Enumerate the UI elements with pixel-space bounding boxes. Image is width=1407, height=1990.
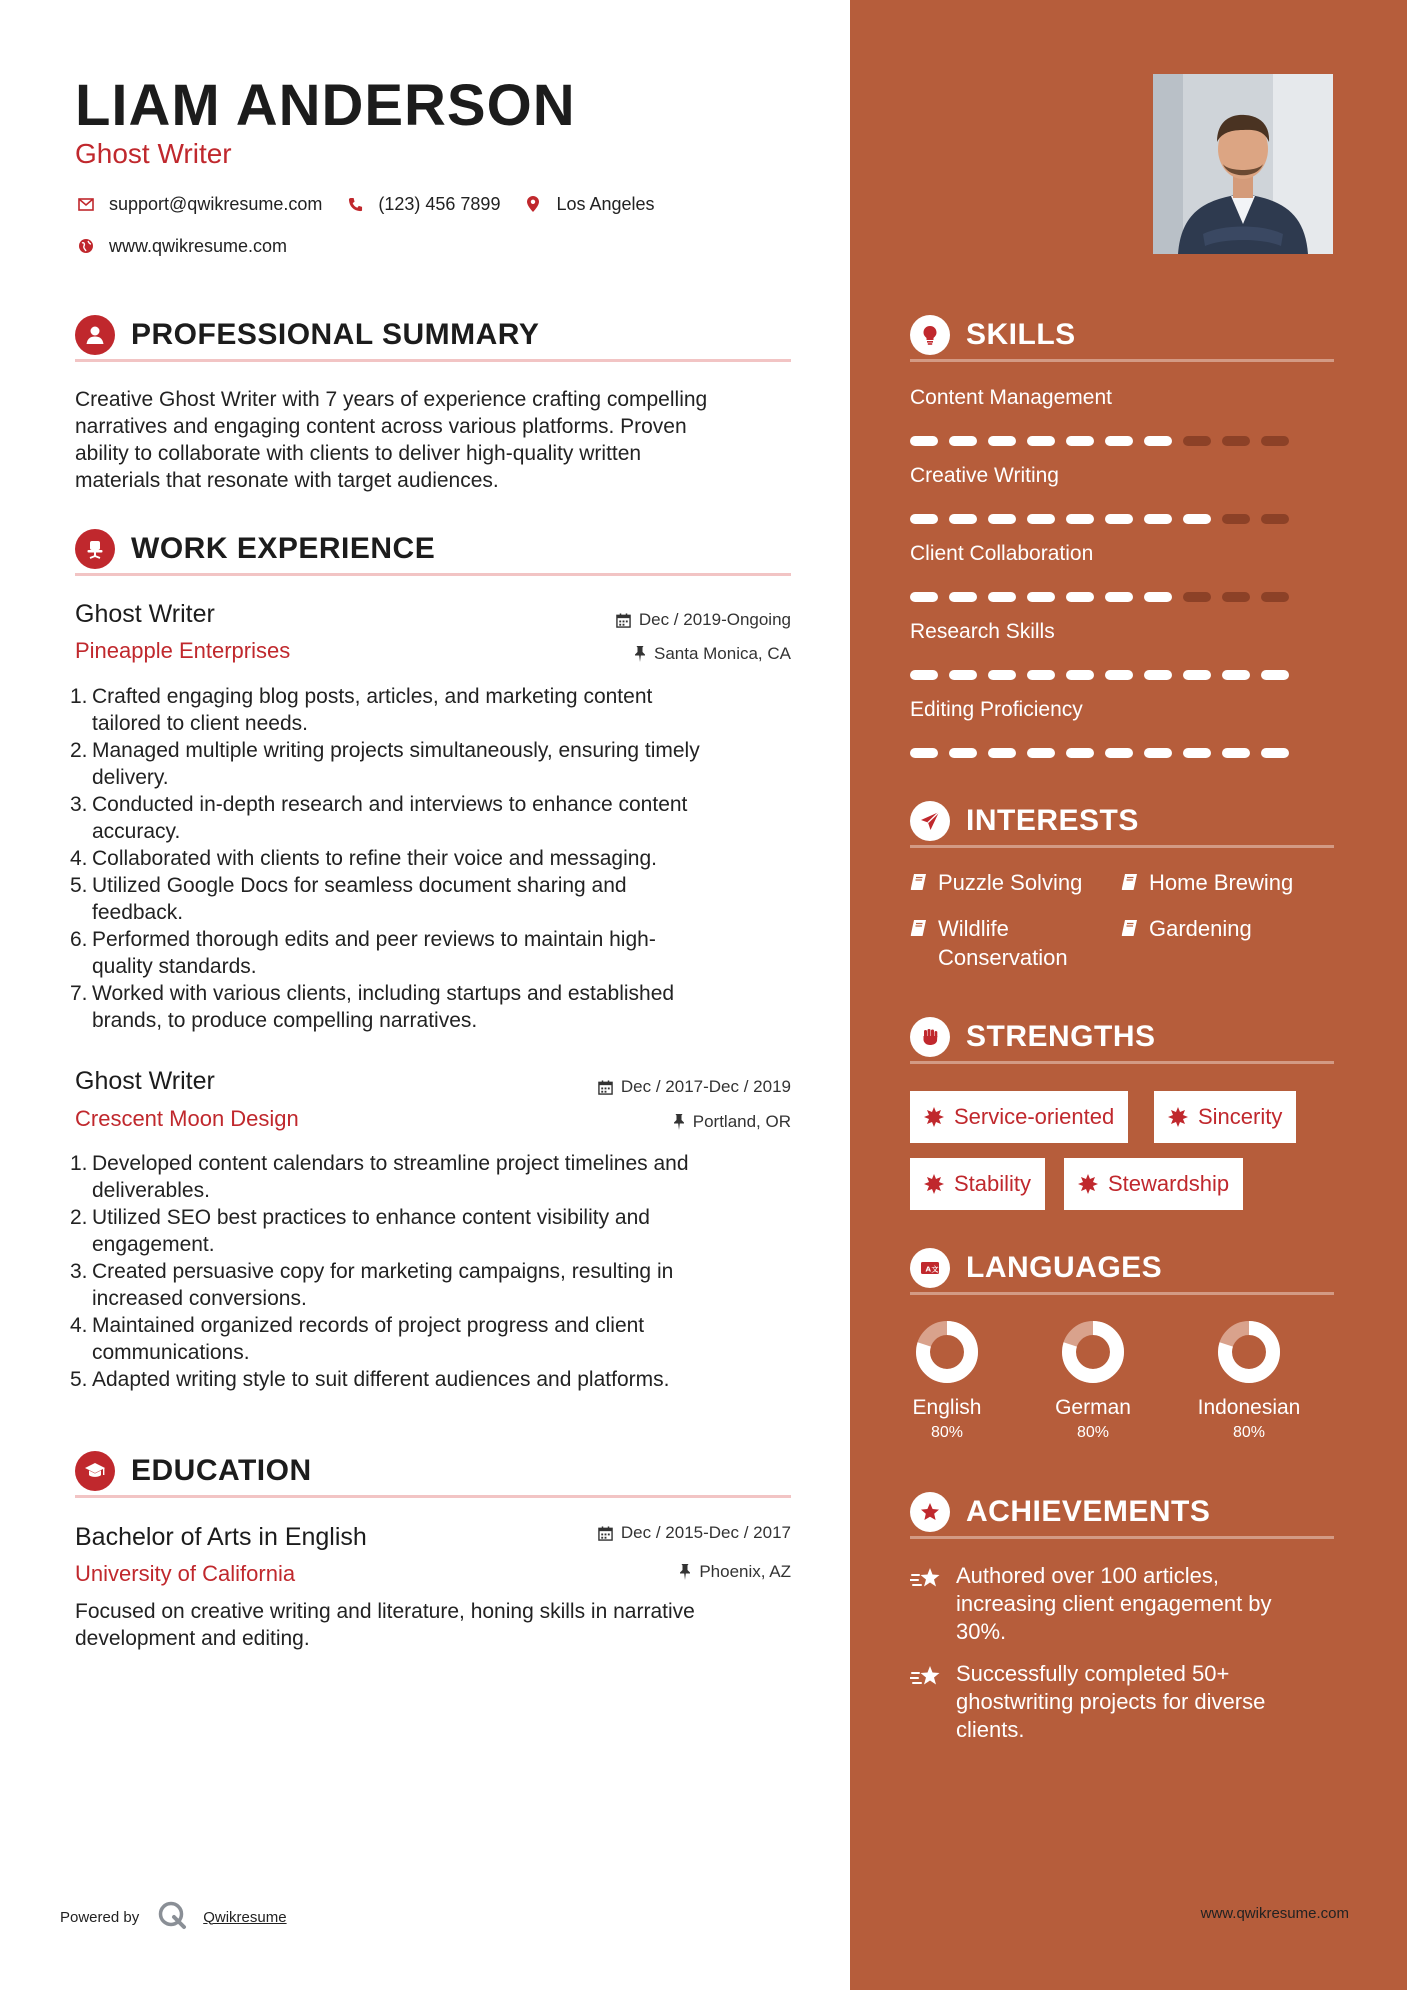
skill-rating-segment bbox=[1261, 670, 1289, 680]
duty-line: delivery. bbox=[92, 766, 169, 789]
interest-label: Conservation bbox=[938, 945, 1068, 970]
location-text: Los Angeles bbox=[556, 193, 655, 214]
skill-rating-segment bbox=[910, 514, 938, 524]
duty-line: Adapted writing style to suit different audiences and platforms. bbox=[92, 1368, 670, 1391]
strengths-heading-text: STRENGTHS bbox=[966, 1019, 1156, 1053]
skill-rating-segment bbox=[1144, 436, 1172, 446]
globe-icon bbox=[75, 235, 97, 257]
strength-badge bbox=[1064, 1158, 1243, 1210]
skill-rating-segment bbox=[1027, 514, 1055, 524]
lightbulb-icon bbox=[910, 315, 950, 355]
language-donut bbox=[1060, 1319, 1126, 1385]
duty-number: 4. bbox=[70, 847, 88, 870]
duty-item bbox=[70, 1258, 790, 1312]
duty-line: Managed multiple writing projects simultaneously, ensuring timely bbox=[92, 739, 700, 762]
language-percent: 80% bbox=[930, 1424, 964, 1441]
job-2-duties bbox=[70, 1150, 790, 1393]
phone-icon bbox=[344, 193, 366, 215]
skills-heading bbox=[910, 310, 1334, 362]
skills-heading-text: SKILLS bbox=[966, 317, 1076, 351]
skill-name: Content Management bbox=[910, 386, 1112, 409]
job-2-company: Crescent Moon Design bbox=[75, 1106, 299, 1131]
interest-item bbox=[1121, 868, 1293, 897]
duty-number: 1. bbox=[70, 685, 88, 708]
duty-line: communications. bbox=[92, 1341, 250, 1364]
education-location-text: Phoenix, AZ bbox=[699, 1562, 791, 1581]
job-1-location-text: Santa Monica, CA bbox=[653, 644, 791, 663]
strength-badge bbox=[910, 1091, 1128, 1143]
burst-icon bbox=[1078, 1174, 1098, 1194]
skill-rating-segment bbox=[949, 670, 977, 680]
job-2-title: Ghost Writer bbox=[75, 1067, 215, 1095]
education-line: Focused on creative writing and literature, honing skills in narrative bbox=[75, 1600, 695, 1623]
skill-rating-segment bbox=[1261, 748, 1289, 758]
profile-photo bbox=[1153, 74, 1333, 254]
duty-item bbox=[70, 1312, 790, 1366]
burst-icon bbox=[924, 1174, 944, 1194]
strength-badge bbox=[1154, 1091, 1296, 1143]
map-pin-icon bbox=[522, 193, 544, 215]
interest-label: Gardening bbox=[1149, 916, 1252, 941]
education-line: development and editing. bbox=[75, 1627, 310, 1650]
school-name: University of California bbox=[75, 1561, 296, 1586]
achievement-line: clients. bbox=[956, 1717, 1025, 1742]
achievement-item bbox=[910, 1562, 1330, 1646]
summary-line: narratives and engaging content across various platforms. Proven bbox=[75, 415, 687, 438]
shooting-star-icon bbox=[910, 1664, 942, 1690]
calendar-icon bbox=[598, 1080, 613, 1095]
paper-plane-icon bbox=[910, 801, 950, 841]
language-item bbox=[887, 1319, 1007, 1442]
book-icon bbox=[910, 919, 928, 937]
duty-item bbox=[70, 872, 790, 926]
duty-number: 3. bbox=[70, 793, 88, 816]
skill-rating-segment bbox=[1066, 670, 1094, 680]
education-heading bbox=[75, 1446, 791, 1498]
interest-item bbox=[1121, 914, 1252, 943]
summary-line: Creative Ghost Writer with 7 years of experience crafting compelling bbox=[75, 388, 708, 411]
job-2-date-text: Dec / 2017-Dec / 2019 bbox=[620, 1077, 791, 1096]
language-item bbox=[1189, 1319, 1309, 1442]
interest-label: Wildlife bbox=[938, 916, 1009, 941]
skill-rating-segment bbox=[988, 436, 1016, 446]
language-item bbox=[1033, 1319, 1153, 1442]
contact-row bbox=[75, 193, 677, 215]
book-icon bbox=[1121, 919, 1139, 937]
summary-heading bbox=[75, 310, 791, 362]
duty-number: 2. bbox=[70, 1206, 88, 1229]
strength-badge bbox=[910, 1158, 1045, 1210]
skill-rating bbox=[910, 436, 1300, 446]
burst-icon bbox=[1168, 1107, 1188, 1127]
degree-title: Bachelor of Arts in English bbox=[75, 1523, 367, 1551]
job-1-title: Ghost Writer bbox=[75, 600, 215, 628]
language-donut bbox=[914, 1319, 980, 1385]
achievements-heading bbox=[910, 1487, 1334, 1539]
achievement-line: ghostwriting projects for diverse bbox=[956, 1689, 1266, 1714]
qwikresume-link[interactable]: Qwikresume bbox=[203, 1908, 287, 1926]
summary-heading-text: PROFESSIONAL SUMMARY bbox=[131, 317, 540, 351]
achievement-line: Authored over 100 articles, bbox=[956, 1563, 1219, 1588]
duty-line: Created persuasive copy for marketing campaigns, resulting in bbox=[92, 1260, 674, 1283]
languages-heading bbox=[910, 1243, 1334, 1295]
duty-line: increased conversions. bbox=[92, 1287, 307, 1310]
duty-line: deliverables. bbox=[92, 1179, 210, 1202]
skill-rating-segment bbox=[1105, 670, 1133, 680]
svg-text:A: A bbox=[925, 1265, 931, 1273]
strength-label: Service-oriented bbox=[954, 1104, 1115, 1129]
skill-rating-segment bbox=[949, 514, 977, 524]
duty-line: engagement. bbox=[92, 1233, 215, 1256]
education-date bbox=[598, 1523, 791, 1543]
book-icon bbox=[1121, 873, 1139, 891]
skill-rating-segment bbox=[1183, 748, 1211, 758]
calendar-icon bbox=[616, 613, 631, 628]
skill-rating-segment bbox=[1144, 670, 1172, 680]
skill-rating-segment bbox=[988, 670, 1016, 680]
language-name: Indonesian bbox=[1197, 1396, 1301, 1419]
skill-rating-segment bbox=[1105, 514, 1133, 524]
achievement-line: Successfully completed 50+ bbox=[956, 1661, 1230, 1686]
skill-rating-segment bbox=[949, 436, 977, 446]
graduation-cap-icon bbox=[75, 1451, 115, 1491]
book-icon bbox=[910, 873, 928, 891]
duty-number: 5. bbox=[70, 1368, 88, 1391]
duty-number: 7. bbox=[70, 982, 88, 1005]
duty-number: 2. bbox=[70, 739, 88, 762]
skill-rating-segment bbox=[1066, 592, 1094, 602]
job-1-location bbox=[634, 644, 791, 664]
qwikresume-logo-icon bbox=[157, 1900, 187, 1934]
skill-rating-segment bbox=[949, 748, 977, 758]
duty-line: Developed content calendars to streamline project timelines and bbox=[92, 1152, 689, 1175]
pushpin-icon bbox=[634, 646, 646, 662]
language-name: English bbox=[912, 1396, 982, 1419]
skill-name: Research Skills bbox=[910, 620, 1055, 643]
skill-rating-segment bbox=[1222, 670, 1250, 680]
candidate-title: Ghost Writer bbox=[75, 138, 232, 169]
phone-number: (123) 456 7899 bbox=[378, 193, 501, 214]
office-chair-icon bbox=[75, 529, 115, 569]
skill-rating-segment bbox=[910, 748, 938, 758]
language-percent: 80% bbox=[1232, 1424, 1266, 1441]
achievements-heading-text: ACHIEVEMENTS bbox=[966, 1494, 1211, 1528]
skill-name: Client Collaboration bbox=[910, 542, 1094, 565]
interest-label: Home Brewing bbox=[1149, 870, 1294, 895]
skill-rating-segment bbox=[1183, 436, 1211, 446]
interest-item bbox=[910, 868, 1082, 897]
duty-item bbox=[70, 737, 790, 791]
duty-line: Worked with various clients, including startups and established bbox=[92, 982, 675, 1005]
job-1-date bbox=[616, 610, 791, 630]
skill-rating-segment bbox=[1105, 592, 1133, 602]
skill-rating-segment bbox=[1261, 592, 1289, 602]
duty-item bbox=[70, 980, 790, 1034]
skill-rating-segment bbox=[1222, 436, 1250, 446]
footer-website[interactable]: www.qwikresume.com bbox=[1200, 1905, 1349, 1922]
fist-icon bbox=[910, 1017, 950, 1057]
duty-line: Utilized SEO best practices to enhance content visibility and bbox=[92, 1206, 650, 1229]
language-donut bbox=[1216, 1319, 1282, 1385]
duty-item bbox=[70, 926, 790, 980]
experience-heading-text: WORK EXPERIENCE bbox=[131, 531, 436, 565]
skill-rating-segment bbox=[1027, 670, 1055, 680]
skill-rating-segment bbox=[1222, 592, 1250, 602]
duty-item bbox=[70, 1366, 790, 1393]
duty-item bbox=[70, 845, 790, 872]
envelope-icon bbox=[75, 193, 97, 215]
skill-rating-segment bbox=[1066, 436, 1094, 446]
star-badge-icon bbox=[910, 1492, 950, 1532]
calendar-icon bbox=[598, 1526, 613, 1541]
duty-line: tailored to client needs. bbox=[92, 712, 308, 735]
svg-text:文: 文 bbox=[931, 1265, 939, 1273]
job-1-company: Pineapple Enterprises bbox=[75, 638, 291, 663]
duty-item bbox=[70, 1204, 790, 1258]
duty-number: 3. bbox=[70, 1260, 88, 1283]
powered-by bbox=[60, 1900, 287, 1934]
duty-number: 6. bbox=[70, 928, 88, 951]
duty-line: Conducted in-depth research and interviews to enhance content bbox=[92, 793, 688, 816]
candidate-name: LIAM ANDERSON bbox=[75, 73, 576, 138]
skill-rating-segment bbox=[1144, 592, 1172, 602]
summary-text bbox=[75, 386, 791, 494]
skill-rating bbox=[910, 748, 1300, 758]
job-2-date bbox=[598, 1077, 791, 1097]
interests-heading bbox=[910, 796, 1334, 848]
duty-number: 4. bbox=[70, 1314, 88, 1337]
duty-line: Collaborated with clients to refine their voice and messaging. bbox=[92, 847, 657, 870]
skill-rating bbox=[910, 670, 1300, 680]
duty-item bbox=[70, 683, 790, 737]
job-2-location bbox=[673, 1112, 791, 1132]
skill-name: Editing Proficiency bbox=[910, 698, 1083, 721]
translate-icon bbox=[910, 1248, 950, 1288]
pushpin-icon bbox=[673, 1114, 685, 1130]
skill-rating-segment bbox=[988, 592, 1016, 602]
duty-line: Performed thorough edits and peer reviews to maintain high- bbox=[92, 928, 656, 951]
skill-rating-segment bbox=[1261, 514, 1289, 524]
interests-heading-text: INTERESTS bbox=[966, 803, 1139, 837]
strengths-heading bbox=[910, 1012, 1334, 1064]
skill-rating-segment bbox=[1105, 748, 1133, 758]
duty-line: Utilized Google Docs for seamless document sharing and bbox=[92, 874, 627, 897]
job-2-location-text: Portland, OR bbox=[692, 1112, 791, 1131]
languages-heading-text: LANGUAGES bbox=[966, 1250, 1163, 1284]
education-description bbox=[75, 1598, 791, 1652]
summary-line: ability to collaborate with clients to deliver high-quality written bbox=[75, 442, 642, 465]
duty-line: Crafted engaging blog posts, articles, and marketing content bbox=[92, 685, 653, 708]
skill-rating-segment bbox=[1027, 436, 1055, 446]
skill-rating-segment bbox=[1183, 670, 1211, 680]
skill-rating-segment bbox=[1222, 748, 1250, 758]
skill-rating bbox=[910, 514, 1300, 524]
duty-item bbox=[70, 1150, 790, 1204]
duty-line: quality standards. bbox=[92, 955, 257, 978]
duty-line: brands, to produce compelling narratives. bbox=[92, 1009, 478, 1032]
achievement-line: 30%. bbox=[956, 1619, 1007, 1644]
interest-item bbox=[910, 914, 1068, 972]
skill-rating-segment bbox=[1027, 592, 1055, 602]
job-1-duties bbox=[70, 683, 790, 1034]
skill-rating-segment bbox=[949, 592, 977, 602]
summary-line: materials that resonate with target audiences. bbox=[75, 469, 499, 492]
skill-rating-segment bbox=[910, 592, 938, 602]
strength-label: Stewardship bbox=[1108, 1171, 1230, 1196]
skill-rating-segment bbox=[1144, 748, 1172, 758]
education-heading-text: EDUCATION bbox=[131, 1453, 312, 1487]
website-row bbox=[75, 235, 309, 257]
duty-number: 5. bbox=[70, 874, 88, 897]
email-link[interactable]: support@qwikresume.com bbox=[109, 193, 323, 214]
burst-icon bbox=[924, 1107, 944, 1127]
skill-rating bbox=[910, 592, 1300, 602]
skill-rating-segment bbox=[1144, 514, 1172, 524]
skill-rating-segment bbox=[1027, 748, 1055, 758]
skill-rating-segment bbox=[1183, 514, 1211, 524]
skill-rating-segment bbox=[1222, 514, 1250, 524]
shooting-star-icon bbox=[910, 1566, 942, 1592]
job-1-date-text: Dec / 2019-Ongoing bbox=[638, 610, 791, 629]
achievement-item bbox=[910, 1660, 1330, 1744]
language-name: German bbox=[1055, 1396, 1131, 1419]
duty-item bbox=[70, 791, 790, 845]
language-percent: 80% bbox=[1076, 1424, 1110, 1441]
interest-label: Puzzle Solving bbox=[938, 870, 1083, 895]
duty-line: Maintained organized records of project progress and client bbox=[92, 1314, 645, 1337]
skill-rating-segment bbox=[1105, 436, 1133, 446]
duty-number: 1. bbox=[70, 1152, 88, 1175]
user-icon bbox=[75, 315, 115, 355]
skill-rating-segment bbox=[910, 670, 938, 680]
website-link[interactable]: www.qwikresume.com bbox=[109, 235, 288, 256]
skill-rating-segment bbox=[1066, 514, 1094, 524]
skill-rating-segment bbox=[988, 748, 1016, 758]
strength-label: Stability bbox=[954, 1171, 1032, 1196]
duty-line: feedback. bbox=[92, 901, 184, 924]
pushpin-icon bbox=[679, 1564, 691, 1580]
skill-rating-segment bbox=[910, 436, 938, 446]
sidebar bbox=[850, 0, 1407, 1990]
skill-rating-segment bbox=[1261, 436, 1289, 446]
skill-rating-segment bbox=[988, 514, 1016, 524]
achievement-line: increasing client engagement by bbox=[956, 1591, 1272, 1616]
strength-label: Sincerity bbox=[1198, 1104, 1283, 1129]
education-date-text: Dec / 2015-Dec / 2017 bbox=[620, 1523, 791, 1542]
powered-by-text: Powered by bbox=[60, 1908, 140, 1926]
education-location bbox=[679, 1562, 791, 1582]
skill-name: Creative Writing bbox=[910, 464, 1059, 487]
duty-line: accuracy. bbox=[92, 820, 181, 843]
skill-rating-segment bbox=[1183, 592, 1211, 602]
skill-rating-segment bbox=[1066, 748, 1094, 758]
experience-heading bbox=[75, 524, 791, 576]
